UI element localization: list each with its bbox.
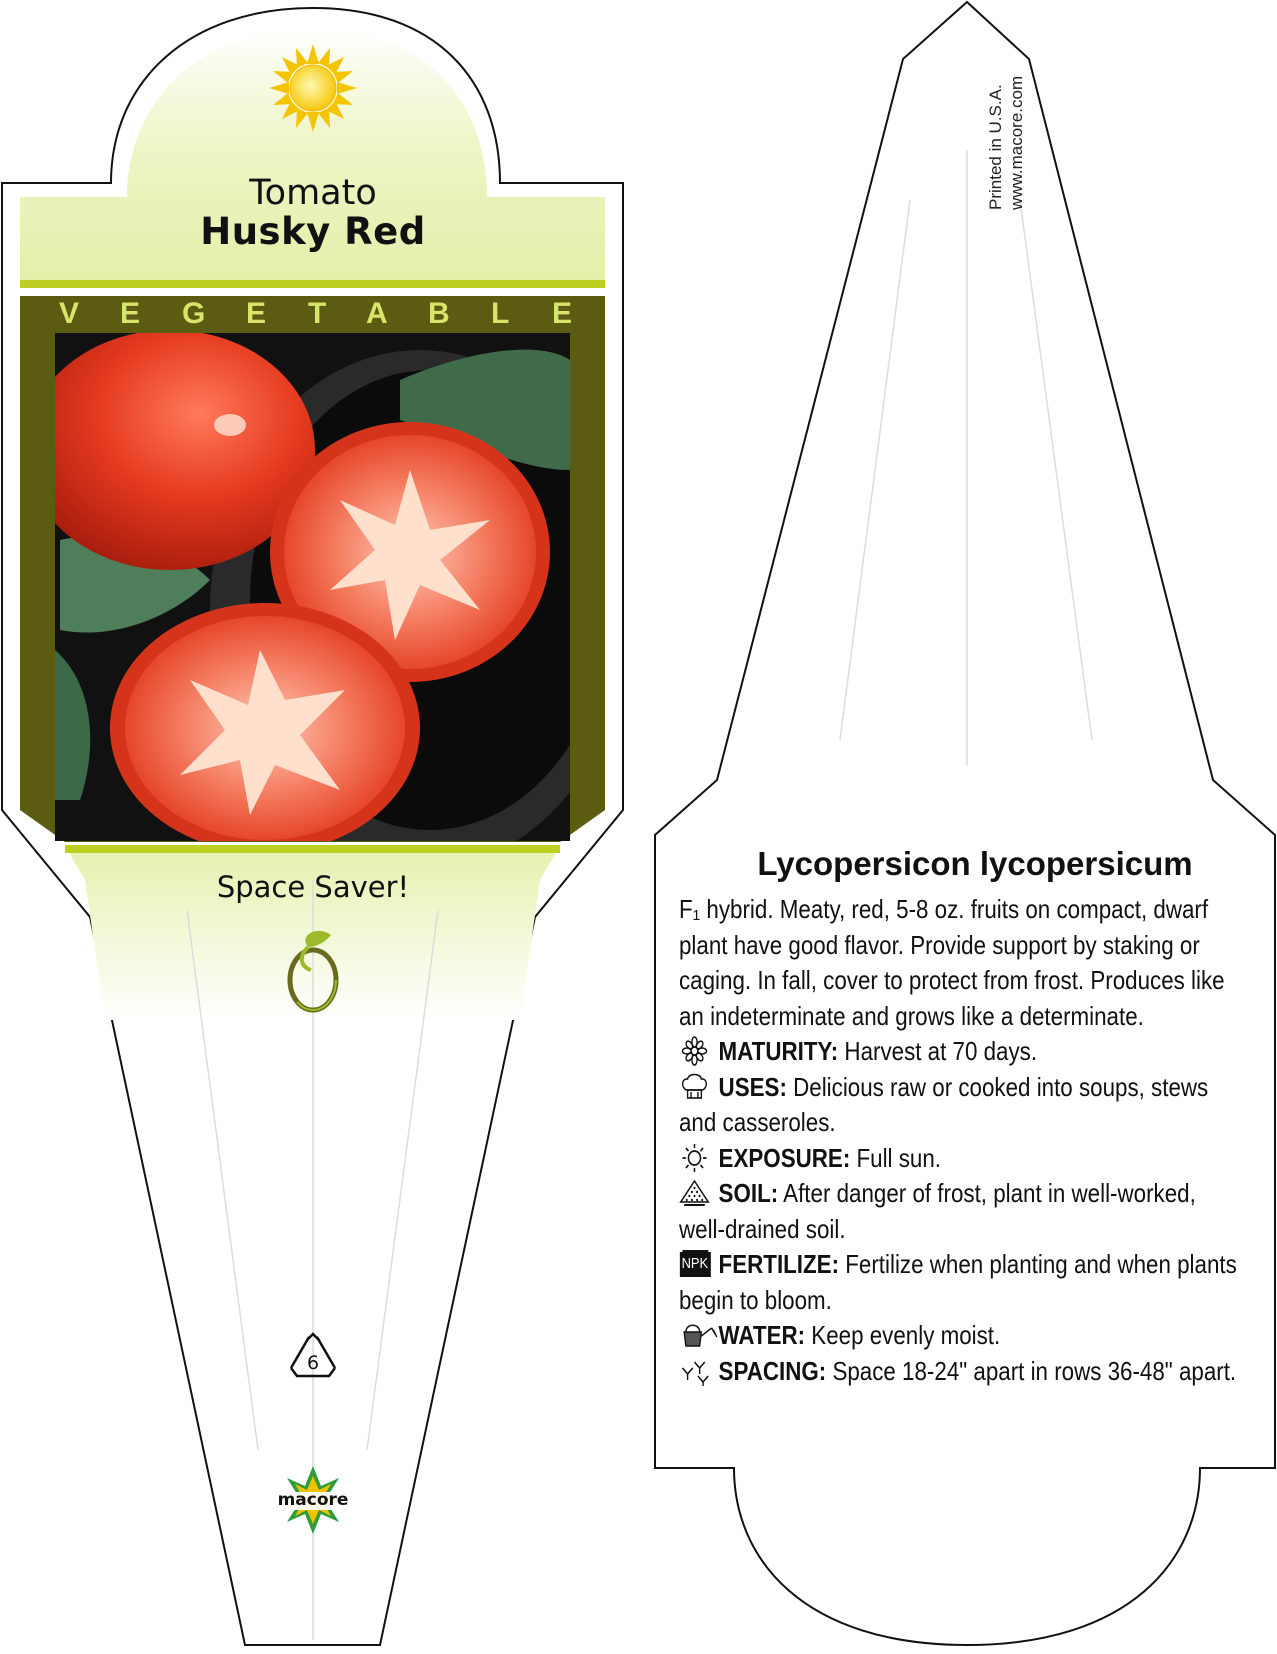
category-letter: G — [182, 297, 206, 330]
care-text: Harvest at 70 days. — [838, 1036, 1038, 1066]
printed-in: Printed in U.S.A. — [986, 84, 1005, 210]
npk-label: NPK — [681, 1255, 709, 1272]
category-letter: B — [428, 297, 450, 330]
brand-name: macore — [277, 1490, 349, 1510]
printer-info — [985, 30, 1027, 210]
care-water — [679, 1318, 1247, 1354]
flower-icon — [679, 1036, 713, 1066]
tagline: Space Saver! — [216, 870, 410, 904]
care-label: FERTILIZE: — [718, 1249, 840, 1279]
printer-website: www.macore.com — [1007, 75, 1026, 210]
care-label: SPACING: — [718, 1355, 827, 1386]
care-exposure — [679, 1141, 1247, 1177]
variety-name: Husky Red — [200, 210, 426, 253]
care-label: EXPOSURE: — [718, 1142, 851, 1173]
care-spacing — [679, 1354, 1247, 1390]
category-letter: V — [59, 297, 80, 330]
care-label: WATER: — [718, 1320, 806, 1350]
sun-outline-icon — [679, 1143, 713, 1173]
care-fertilize — [679, 1247, 1247, 1318]
category-letter: A — [366, 297, 388, 330]
care-text: Delicious raw or cooked into soups, stews and casseroles. — [679, 1071, 1209, 1137]
category-letter: E — [246, 297, 267, 330]
care-text: After danger of frost, plant in well-worked, well-drained soil. — [679, 1178, 1196, 1244]
category-letter: T — [308, 297, 327, 330]
care-text: Fertilize when planting and when plants begin to bloom. — [679, 1249, 1237, 1315]
category-letter: E — [120, 297, 141, 330]
plant-common-name: Tomato — [249, 173, 377, 213]
watering-can-icon — [679, 1320, 713, 1350]
seedlings-icon — [679, 1356, 713, 1386]
tomato-photo — [25, 330, 630, 870]
care-label: USES: — [718, 1071, 787, 1102]
care-soil — [679, 1176, 1247, 1247]
care-text: Space 18-24" apart in rows 36-48" apart. — [826, 1355, 1237, 1386]
recycle-code: 6 — [306, 1352, 320, 1374]
care-uses — [679, 1070, 1247, 1141]
care-instructions — [679, 892, 1247, 1389]
npk-icon — [679, 1249, 713, 1279]
back-tag-outline — [655, 2, 1275, 1645]
category-letter: L — [491, 297, 510, 330]
full-sun-icon — [269, 44, 357, 132]
care-label: MATURITY: — [718, 1036, 839, 1066]
soil-icon — [679, 1178, 713, 1208]
chef-hat-icon — [679, 1072, 713, 1102]
description: F₁ hybrid. Meaty, red, 5-8 oz. fruits on compact, dwarf plant have good flavor. Provide support by staking or caging. In fall, cover to protect from frost. Produces like an indeterminate and grows like a determinate. — [679, 894, 1225, 1031]
care-label: SOIL: — [718, 1178, 779, 1208]
care-maturity — [679, 1034, 1247, 1070]
latin-name: Lycopersicon lycopersicum — [757, 845, 1193, 882]
care-text: Keep evenly moist. — [805, 1320, 1001, 1350]
care-text: Full sun. — [850, 1142, 942, 1173]
category-letter: E — [552, 297, 573, 330]
header-band — [20, 280, 605, 288]
